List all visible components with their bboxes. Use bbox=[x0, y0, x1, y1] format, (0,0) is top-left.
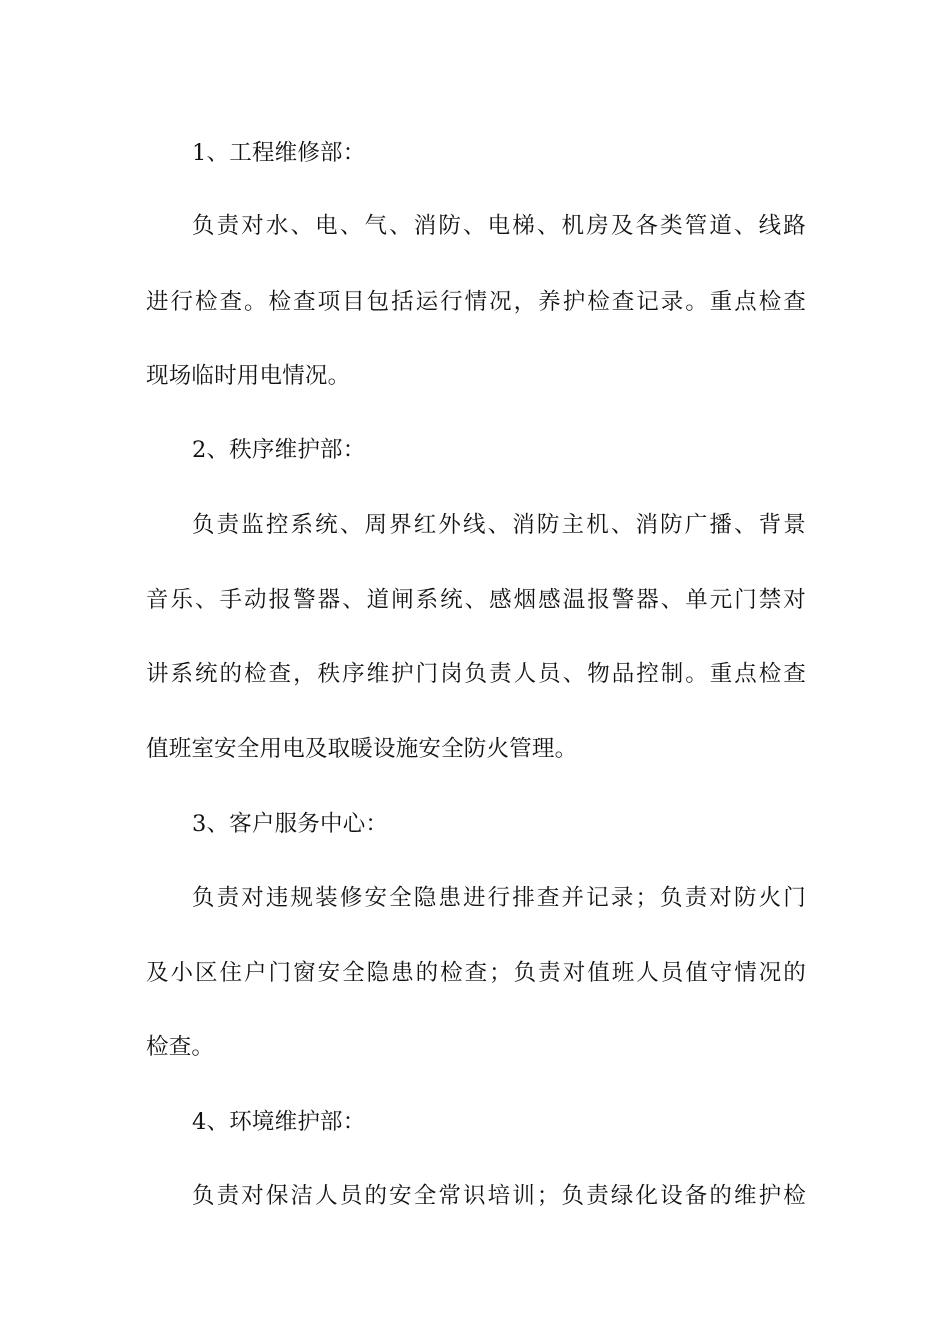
section-heading: 2、秩序维护部： bbox=[192, 437, 366, 463]
paragraph-line: 音乐、手动报警器、道闸系统、感烟感温报警器、单元门禁对 bbox=[146, 587, 806, 613]
paragraph-line: 负责对保洁人员的安全常识培训；负责绿化设备的维护检 bbox=[192, 1183, 806, 1209]
paragraph-line: 值班室安全用电及取暖设施安全防火管理。 bbox=[146, 736, 578, 762]
paragraph-line: 讲系统的检查，秩序维护门岗负责人员、物品控制。重点检查 bbox=[146, 661, 806, 687]
paragraph-line: 负责对水、电、气、消防、电梯、机房及各类管道、线路 bbox=[192, 213, 806, 239]
paragraph-line: 负责对违规装修安全隐患进行排查并记录；负责对防火门 bbox=[192, 885, 806, 911]
paragraph-line: 进行检查。检查项目包括运行情况，养护检查记录。重点检查 bbox=[146, 289, 806, 315]
paragraph-line: 现场临时用电情况。 bbox=[146, 363, 351, 389]
paragraph-line: 负责监控系统、周界红外线、消防主机、消防广播、背景 bbox=[192, 512, 806, 538]
section-heading: 1、工程维修部： bbox=[192, 140, 366, 166]
section-heading: 4、环境维护部： bbox=[192, 1109, 366, 1135]
paragraph-line: 检查。 bbox=[146, 1034, 215, 1060]
paragraph-line: 及小区住户门窗安全隐患的检查；负责对值班人员值守情况的 bbox=[146, 960, 806, 986]
section-heading: 3、客户服务中心： bbox=[192, 811, 389, 837]
